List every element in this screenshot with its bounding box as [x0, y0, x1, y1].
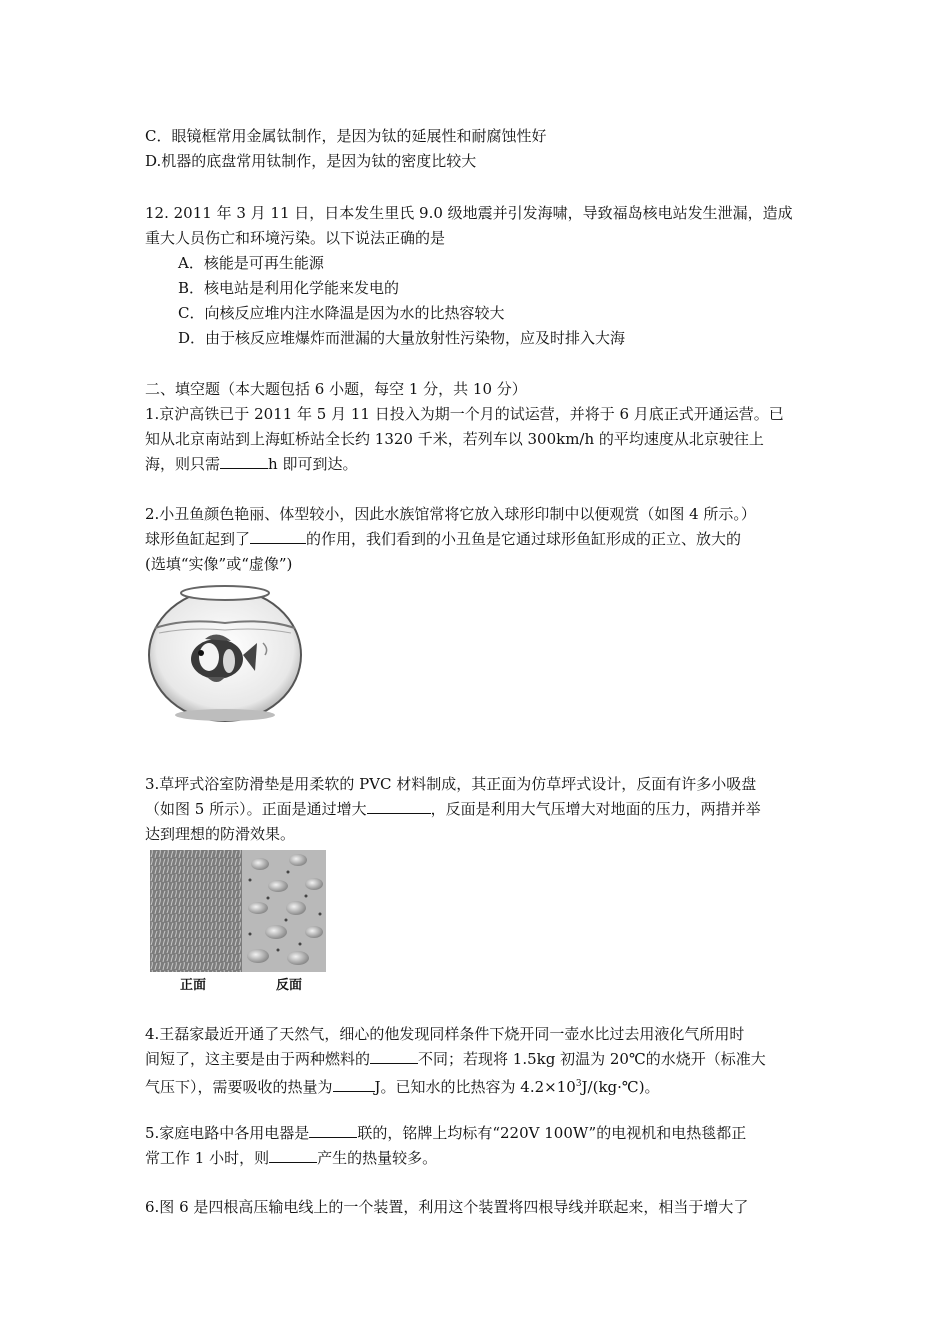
answer-blank	[250, 528, 306, 544]
fill-1-text-a: 海，则只需	[145, 455, 221, 473]
fill-5-line-1	[145, 1122, 746, 1144]
question-12-line-2: 重大人员伤亡和环境污染。以下说法正确的是	[145, 229, 446, 247]
answer-blank	[269, 1147, 317, 1163]
fill-5-text-a: 5.家庭电路中各用电器是	[145, 1124, 310, 1142]
fishbowl-figure	[145, 583, 305, 723]
bath-mat-figure	[150, 850, 326, 972]
fill-4-text-a: 间短了，这主要是由于两种燃料的	[145, 1050, 371, 1068]
answer-blank	[367, 798, 431, 814]
fill-3-line-3: 达到理想的防滑效果。	[145, 825, 296, 843]
question-12-option-a: A．核能是可再生能源	[178, 254, 324, 272]
fill-5-text-c: 常工作 1 小时，则	[145, 1149, 270, 1167]
fill-6-line-1: 6.图 6 是四根高压输电线上的一个装置，利用这个装置将四根导线并联起来，相当于增大了	[145, 1198, 749, 1216]
answer-blank	[333, 1076, 375, 1092]
answer-blank	[370, 1048, 418, 1064]
fill-3-line-1: 3.草坪式浴室防滑垫是用柔软的 PVC 材料制成，其正面为仿草坪式设计，反面有许多小吸盘	[145, 775, 757, 793]
question-12-option-b: B．核电站是利用化学能来发电的	[178, 279, 400, 297]
section-2-heading: 二、填空题（本大题包括 6 小题，每空 1 分，共 10 分）	[145, 380, 527, 398]
fill-2-line-1: 2.小丑鱼颜色艳丽、体型较小，因此水族馆常将它放入球形印制中以便观赏（如图 4 所示。）	[145, 505, 756, 523]
fill-4-line-3	[145, 1073, 660, 1098]
fill-5-text-d: 产生的热量较多。	[317, 1149, 438, 1167]
fill-4-text-b: 不同；若现将 1.5kg 初温为 20℃的水烧开（标准大	[418, 1050, 766, 1068]
fill-4-text-d: J。已知水的比热容为 4.2×10	[374, 1078, 576, 1096]
fill-4-line-2	[145, 1048, 766, 1070]
fill-4-text-c: 气压下），需要吸收的热量为	[145, 1078, 333, 1096]
bowl-base	[175, 709, 275, 721]
question-12-line-1: 12. 2011 年 3 月 11 日，日本发生里氏 9.0 级地震并引发海啸，导致福岛核电站发生泄漏，造成	[145, 204, 793, 222]
fill-2-text-a: 球形鱼缸起到了	[145, 530, 251, 548]
fill-1-line-2: 知从北京南站到上海虹桥站全长约 1320 千米，若列车以 300km/h 的平均速度从北京驶往上	[145, 430, 764, 448]
mat-front-caption: 正面	[180, 978, 207, 993]
answer-blank	[220, 453, 268, 469]
answer-blank	[309, 1122, 357, 1138]
option-d-line: D.机器的底盘常用钛制作，是因为钛的密度比较大	[145, 152, 477, 170]
fill-2-line-2	[145, 528, 741, 550]
fill-3-line-2	[145, 798, 761, 820]
question-12-option-c: C．向核反应堆内注水降温是因为水的比热容较大	[178, 304, 505, 322]
fill-4-text-e: J/(kg·℃)。	[581, 1078, 660, 1096]
fill-3-text-b: ，反面是利用大气压增大对地面的压力，两措并举	[430, 800, 761, 818]
fill-5-text-b: 联的，铭牌上均标有“220V 100W”的电视机和电热毯都正	[357, 1124, 747, 1142]
fill-1-line-3	[145, 453, 357, 475]
fill-5-line-2	[145, 1147, 437, 1169]
fill-1-text-b: h 即可到达。	[268, 455, 358, 473]
mat-front-texture	[150, 850, 242, 972]
mat-back-caption: 反面	[276, 978, 303, 993]
fill-2-line-3: (选填“实像”或“虚像”)	[145, 555, 293, 573]
exponent: 3	[575, 1079, 582, 1089]
fill-3-text-a: （如图 5 所示）。正面是通过增大	[145, 800, 367, 818]
bowl-rim	[181, 586, 269, 600]
question-12-option-d: D．由于核反应堆爆炸而泄漏的大量放射性污染物，应及时排入大海	[178, 329, 626, 347]
fill-1-line-1: 1.京沪高铁已于 2011 年 5 月 11 日投入为期一个月的试运营，并将于 6 月底正式开通运营。已	[145, 405, 784, 423]
option-c-line: C．眼镜框常用金属钛制作，是因为钛的延展性和耐腐蚀性好	[145, 127, 547, 145]
fill-4-line-1: 4.王磊家最近开通了天然气，细心的他发现同样条件下烧开同一壶水比过去用液化气所用时	[145, 1025, 745, 1043]
fill-2-text-b: 的作用，我们看到的小丑鱼是它通过球形鱼缸形成的正立、放大的	[306, 530, 742, 548]
